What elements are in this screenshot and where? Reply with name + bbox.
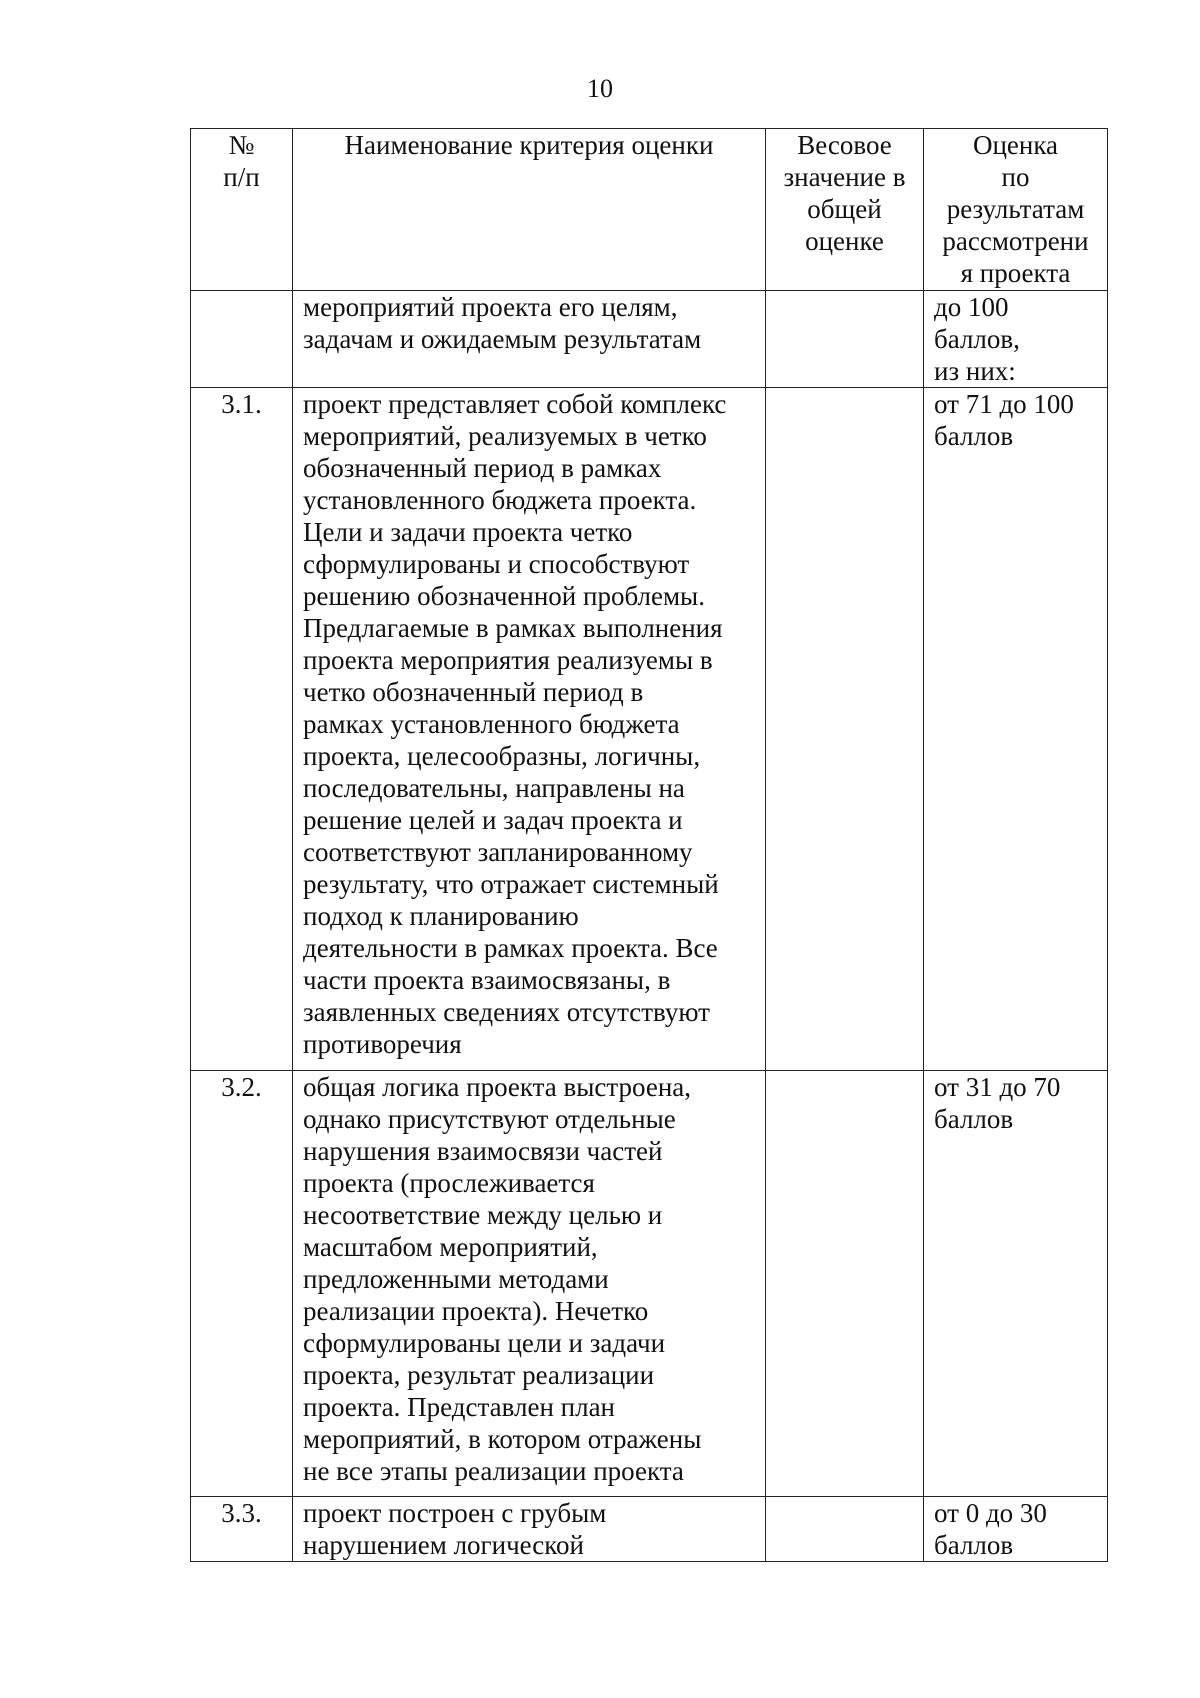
page-number: 10 bbox=[587, 74, 613, 103]
row-number: 3.3. bbox=[221, 1498, 262, 1528]
row-criterion-cell bbox=[293, 388, 766, 1071]
table-row bbox=[191, 388, 1108, 1071]
row-score-value: от 71 до 100 баллов bbox=[934, 389, 1074, 451]
row-criterion-text: проект представляет собой комплекс мероприятий, реализуемых в четко обозначенный период в рамках установленного бюджета проекта. Цели и задачи проекта четко сформулированы и способствуют решению обозначенной проблемы. Предлагаемые в рамках выполнения проекта мероприятия реализуемы в четко обозначенный период в рамках установленного бюджета проекта, целесообразны, логичны, последовательны, направлены на решение целей и задач проекта и соответствуют запланированному результату, что отражает системный подход к планированию деятельности в рамках проекта. Все части проекта взаимосвязаны, в заявленных сведениях отсутствуют противоречия bbox=[303, 389, 727, 1059]
row-number-cell bbox=[191, 1497, 293, 1562]
row-number-cell bbox=[191, 388, 293, 1071]
header-criterion-name bbox=[293, 129, 766, 291]
table-row bbox=[191, 1071, 1108, 1497]
header-criterion-name-label: Наименование критерия оценки bbox=[344, 130, 714, 160]
row-number-cell bbox=[191, 291, 293, 388]
row-score-value: до 100 баллов, из них: bbox=[934, 292, 1020, 386]
row-criterion-text: проект построен с грубым нарушением логической bbox=[303, 1498, 607, 1560]
row-score-value: от 0 до 30 баллов bbox=[934, 1498, 1047, 1560]
table-row bbox=[191, 1497, 1108, 1562]
row-score-cell bbox=[924, 388, 1108, 1071]
row-score-cell bbox=[924, 1497, 1108, 1562]
row-criterion-text: общая логика проекта выстроена, однако присутствуют отдельные нарушения взаимосвязи частей проекта (прослеживается несоответствие между целью и масштабом мероприятий, предложенными методами реализации проекта). Нечетко сформулированы цели и задачи проекта, результат реализации проекта. Представлен план мероприятий, в котором отражены не все этапы реализации проекта bbox=[303, 1072, 702, 1486]
row-number: 3.1. bbox=[221, 389, 262, 419]
row-criterion-cell bbox=[293, 1071, 766, 1497]
row-score-value: от 31 до 70 баллов bbox=[934, 1072, 1061, 1134]
row-weight-cell bbox=[766, 291, 924, 388]
header-number-label: № п/п bbox=[223, 130, 260, 192]
row-criterion-cell bbox=[293, 291, 766, 388]
row-number: 3.2. bbox=[221, 1072, 262, 1102]
row-score-cell bbox=[924, 1071, 1108, 1497]
table-row bbox=[191, 291, 1108, 388]
row-score-cell bbox=[924, 291, 1108, 388]
header-weight-label: Весовое значение в общей оценке bbox=[783, 130, 906, 256]
row-criterion-text: мероприятий проекта его целям, задачам и ожидаемым результатам bbox=[303, 292, 702, 354]
row-criterion-cell bbox=[293, 1497, 766, 1562]
row-weight-cell bbox=[766, 1497, 924, 1562]
header-score bbox=[924, 129, 1108, 291]
criteria-table bbox=[190, 128, 1108, 1562]
header-number bbox=[191, 129, 293, 291]
row-weight-cell bbox=[766, 1071, 924, 1497]
table-header-row bbox=[191, 129, 1108, 291]
row-number-cell bbox=[191, 1071, 293, 1497]
header-weight bbox=[766, 129, 924, 291]
row-weight-cell bbox=[766, 388, 924, 1071]
header-score-label: Оценка по результатам рассмотрени я проекта bbox=[942, 130, 1089, 288]
